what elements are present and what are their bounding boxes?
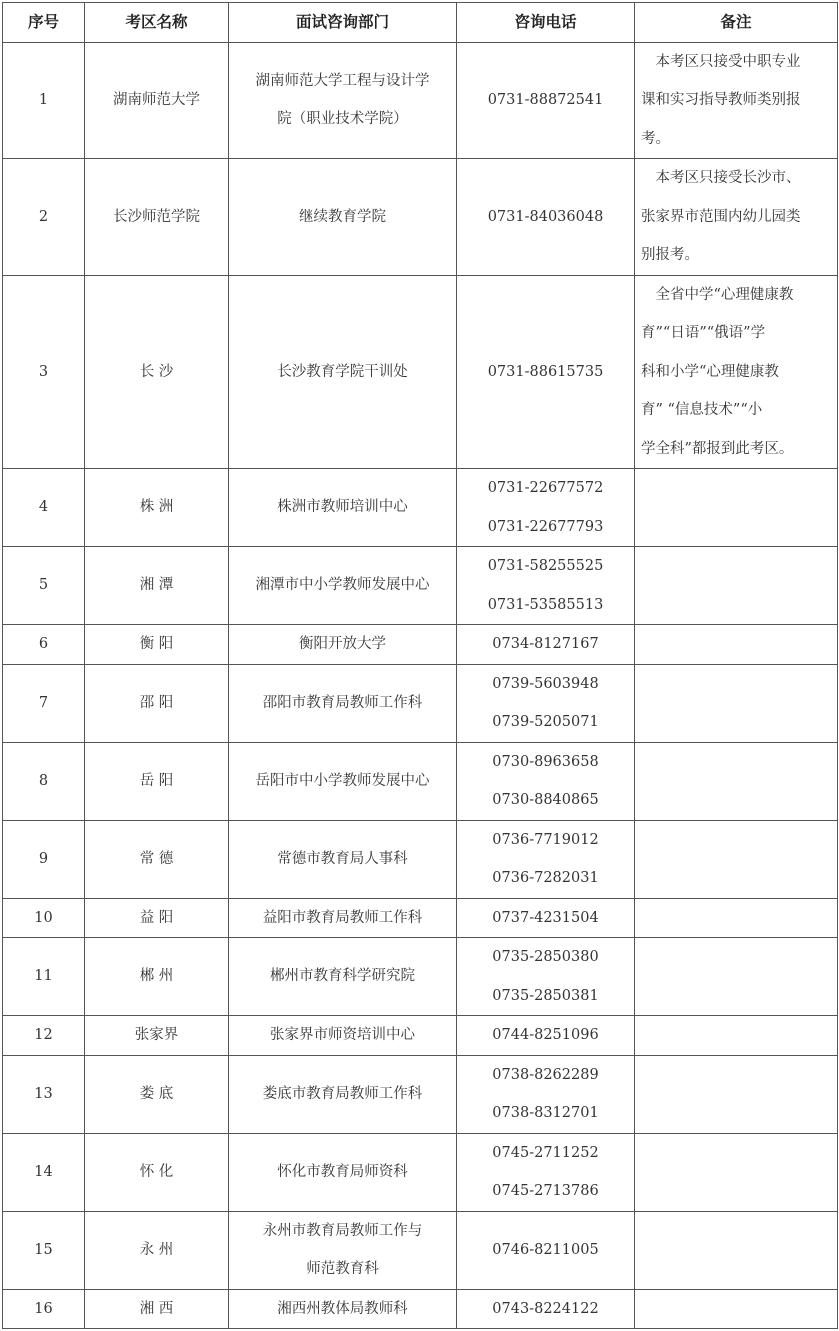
row-note xyxy=(635,1055,838,1133)
phone-number: 0745-2711252 xyxy=(492,1144,599,1161)
row-dept xyxy=(229,1211,457,1289)
table-row xyxy=(3,159,838,276)
phone-number: 0731-22677572 xyxy=(487,480,604,496)
dept-line: 长沙教育学院干训处 xyxy=(277,363,408,380)
row-phone xyxy=(457,938,635,1016)
row-index: 16 xyxy=(3,1289,85,1329)
row-phone xyxy=(457,1016,635,1056)
table-row xyxy=(3,742,838,820)
dept-line: 继续教育学院 xyxy=(299,208,386,225)
dept-line: 湘西州教体局教师科 xyxy=(277,1300,408,1317)
table-row xyxy=(3,1016,838,1056)
row-dept xyxy=(229,1055,457,1133)
note-line: 学全科”都报到此考区。 xyxy=(641,440,794,457)
row-phone xyxy=(457,742,635,820)
phone-number: 0735-2850381 xyxy=(492,987,599,1004)
row-phone xyxy=(457,275,635,469)
table-row xyxy=(3,664,838,742)
note-line: 考。 xyxy=(641,130,670,147)
row-area: 怀 化 xyxy=(85,1133,229,1211)
phone-number: 0738-8312701 xyxy=(492,1105,599,1121)
dept-line: 常德市教育局人事科 xyxy=(277,850,408,867)
phone-number: 0745-2713786 xyxy=(492,1183,599,1199)
phone-number: 0730-8840865 xyxy=(492,792,599,808)
dept-line: 岳阳市中小学教师发展中心 xyxy=(255,772,430,789)
note-line: 别报考。 xyxy=(641,247,699,263)
row-note xyxy=(635,625,838,665)
table-row xyxy=(3,42,838,159)
phone-number: 0746-8211005 xyxy=(492,1241,599,1258)
row-dept xyxy=(229,275,457,469)
row-area: 郴 州 xyxy=(85,938,229,1016)
row-phone xyxy=(457,664,635,742)
row-note xyxy=(635,42,838,159)
dept-line: 娄底市教育局教师工作科 xyxy=(262,1085,423,1102)
header-dept: 面试咨询部门 xyxy=(229,3,457,43)
row-phone xyxy=(457,820,635,898)
note-line: 张家界市范围内幼儿园类 xyxy=(641,208,801,225)
phone-number: 0739-5603948 xyxy=(492,675,599,692)
table-row xyxy=(3,1289,838,1329)
note-line: 科和小学“心理健康教 xyxy=(641,363,779,380)
table-row xyxy=(3,625,838,665)
row-dept xyxy=(229,1133,457,1211)
dept-line: 湘潭市中小学教师发展中心 xyxy=(255,577,430,594)
header-area: 考区名称 xyxy=(85,3,229,43)
exam-contact-table xyxy=(2,2,838,1329)
table-body xyxy=(3,42,838,1329)
note-line: 本考区只接受长沙市、 xyxy=(641,170,801,186)
table-row xyxy=(3,275,838,469)
dept-line: 院（职业技术学院） xyxy=(277,111,408,128)
dept-line: 永州市教育局教师工作与 xyxy=(262,1222,423,1239)
table-row xyxy=(3,469,838,547)
header-phone: 咨询电话 xyxy=(457,3,635,43)
row-note xyxy=(635,1133,838,1211)
row-dept xyxy=(229,625,457,665)
note-line: 课和实习指导教师类别报 xyxy=(641,92,801,108)
row-phone xyxy=(457,1289,635,1329)
phone-number: 0744-8251096 xyxy=(492,1027,599,1043)
row-dept xyxy=(229,938,457,1016)
row-phone xyxy=(457,42,635,159)
dept-line: 株洲市教师培训中心 xyxy=(277,499,408,516)
row-note xyxy=(635,742,838,820)
row-dept xyxy=(229,742,457,820)
table-header-row xyxy=(3,3,838,43)
row-note xyxy=(635,938,838,1016)
phone-number: 0731-88872541 xyxy=(487,92,604,108)
row-index: 7 xyxy=(3,664,85,742)
row-area: 长 沙 xyxy=(85,275,229,469)
table-row xyxy=(3,820,838,898)
row-note xyxy=(635,159,838,276)
note-line: 育”“日语”“俄语”学 xyxy=(641,325,766,341)
phone-number: 0737-4231504 xyxy=(492,909,599,926)
row-area: 株 洲 xyxy=(85,469,229,547)
row-index: 3 xyxy=(3,275,85,469)
row-dept xyxy=(229,469,457,547)
row-phone xyxy=(457,469,635,547)
row-index: 4 xyxy=(3,469,85,547)
row-phone xyxy=(457,547,635,625)
row-area: 常 德 xyxy=(85,820,229,898)
row-dept xyxy=(229,1016,457,1056)
note-line: 全省中学“心理健康教 xyxy=(641,286,794,303)
phone-number: 0730-8963658 xyxy=(492,753,599,770)
row-note xyxy=(635,1211,838,1289)
note-line: 本考区只接受中职专业 xyxy=(641,53,801,70)
row-note xyxy=(635,898,838,938)
row-index: 6 xyxy=(3,625,85,665)
row-note xyxy=(635,1289,838,1329)
phone-number: 0731-22677793 xyxy=(487,518,604,535)
note-line: 育” “信息技术”“小 xyxy=(641,402,763,418)
table-row xyxy=(3,1055,838,1133)
row-index: 5 xyxy=(3,547,85,625)
row-area: 张家界 xyxy=(85,1016,229,1056)
row-phone xyxy=(457,159,635,276)
row-index: 12 xyxy=(3,1016,85,1056)
row-area: 长沙师范学院 xyxy=(85,159,229,276)
row-note xyxy=(635,275,838,469)
phone-number: 0738-8262289 xyxy=(492,1066,599,1083)
phone-number: 0731-58255525 xyxy=(487,558,604,574)
row-index: 2 xyxy=(3,159,85,276)
dept-line: 邵阳市教育局教师工作科 xyxy=(262,694,423,711)
row-area: 娄 底 xyxy=(85,1055,229,1133)
header-note: 备注 xyxy=(635,3,838,43)
table-row xyxy=(3,547,838,625)
dept-line: 师范教育科 xyxy=(306,1261,379,1277)
row-phone xyxy=(457,625,635,665)
row-dept xyxy=(229,664,457,742)
row-index: 1 xyxy=(3,42,85,159)
row-note xyxy=(635,547,838,625)
row-area: 岳 阳 xyxy=(85,742,229,820)
row-dept xyxy=(229,898,457,938)
row-phone xyxy=(457,898,635,938)
phone-number: 0734-8127167 xyxy=(492,636,599,652)
row-index: 9 xyxy=(3,820,85,898)
phone-number: 0731-53585513 xyxy=(487,596,604,613)
phone-number: 0731-84036048 xyxy=(487,208,604,225)
row-area: 湘 西 xyxy=(85,1289,229,1329)
row-area: 邵 阳 xyxy=(85,664,229,742)
row-dept xyxy=(229,820,457,898)
header-index: 序号 xyxy=(3,3,85,43)
dept-line: 益阳市教育局教师工作科 xyxy=(262,909,423,926)
row-index: 10 xyxy=(3,898,85,938)
row-dept xyxy=(229,547,457,625)
row-index: 13 xyxy=(3,1055,85,1133)
dept-line: 郴州市教育科学研究院 xyxy=(270,968,415,985)
row-dept xyxy=(229,159,457,276)
dept-line: 衡阳开放大学 xyxy=(299,636,386,652)
phone-number: 0736-7282031 xyxy=(492,870,599,886)
row-area: 衡 阳 xyxy=(85,625,229,665)
phone-number: 0743-8224122 xyxy=(492,1300,599,1317)
row-index: 8 xyxy=(3,742,85,820)
phone-number: 0736-7719012 xyxy=(492,831,599,848)
row-note xyxy=(635,1016,838,1056)
row-index: 11 xyxy=(3,938,85,1016)
phone-number: 0731-88615735 xyxy=(487,363,604,380)
row-note xyxy=(635,664,838,742)
table-row xyxy=(3,1133,838,1211)
dept-line: 怀化市教育局师资科 xyxy=(277,1163,408,1180)
dept-line: 湖南师范大学工程与设计学 xyxy=(255,72,430,89)
row-phone xyxy=(457,1133,635,1211)
row-area: 湖南师范大学 xyxy=(85,42,229,159)
row-dept xyxy=(229,42,457,159)
row-phone xyxy=(457,1211,635,1289)
row-note xyxy=(635,820,838,898)
table-row xyxy=(3,898,838,938)
phone-number: 0735-2850380 xyxy=(492,949,599,965)
row-index: 14 xyxy=(3,1133,85,1211)
row-dept xyxy=(229,1289,457,1329)
row-area: 湘 潭 xyxy=(85,547,229,625)
row-area: 永 州 xyxy=(85,1211,229,1289)
table-row xyxy=(3,938,838,1016)
row-phone xyxy=(457,1055,635,1133)
row-note xyxy=(635,469,838,547)
table-row xyxy=(3,1211,838,1289)
phone-number: 0739-5205071 xyxy=(492,714,599,730)
dept-line: 张家界市师资培训中心 xyxy=(270,1027,415,1043)
row-index: 15 xyxy=(3,1211,85,1289)
row-area: 益 阳 xyxy=(85,898,229,938)
